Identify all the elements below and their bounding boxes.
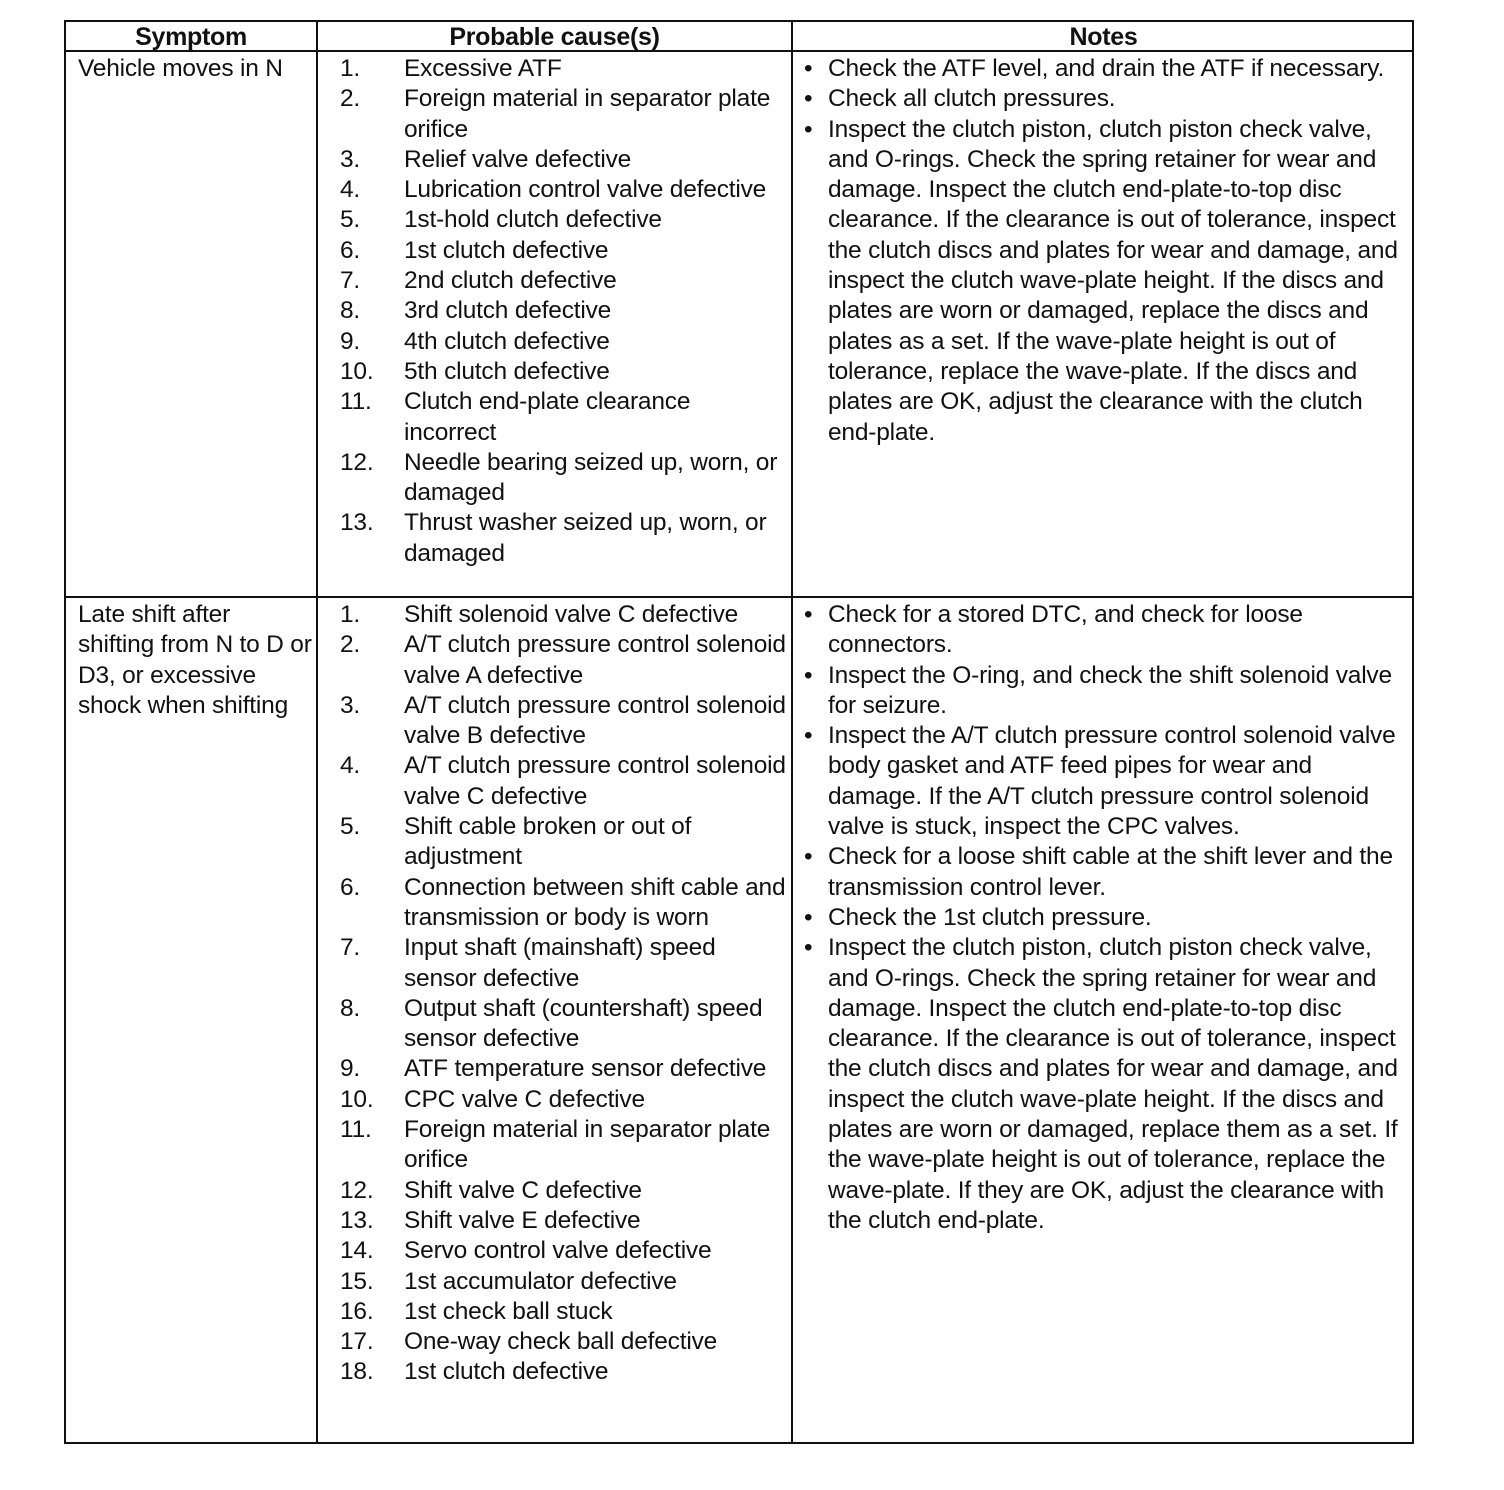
cause-number: 8. bbox=[340, 994, 361, 1022]
cause-text: 4th clutch defective bbox=[404, 327, 610, 355]
cause-item bbox=[318, 296, 788, 326]
cause-item bbox=[318, 508, 788, 569]
cause-item bbox=[318, 751, 788, 812]
bullet-icon: • bbox=[804, 115, 813, 143]
cause-item bbox=[318, 1176, 788, 1206]
cause-item bbox=[318, 1267, 788, 1297]
cause-number: 6. bbox=[340, 236, 361, 264]
header-symptom: Symptom bbox=[135, 23, 247, 51]
cause-text: Shift valve E defective bbox=[404, 1206, 641, 1234]
cause-text: 3rd clutch defective bbox=[404, 297, 612, 325]
cause-item bbox=[318, 630, 788, 691]
cause-item bbox=[318, 54, 788, 84]
cause-number: 7. bbox=[340, 934, 361, 962]
cause-item bbox=[318, 84, 788, 145]
cause-text: A/T clutch pressure control solenoid valve B defective bbox=[404, 691, 786, 750]
cause-number: 4. bbox=[340, 176, 361, 204]
note-text: Inspect the clutch piston, clutch piston check valve, and O-rings. Check the spring retainer for wear and damage. Inspect the clutch end-plate-to-top disc clearance. If the clearance is out of tolerance, inspect the clutch discs and plates for wear and damage, and inspect the clutch wave-plate height. If the discs and plates are worn or damaged, replace the discs and plates as a set. If the wave-plate height is out of tolerance, replace the wave-plate. If the discs and plates are OK, adjust the clearance with the clutch end-plate. bbox=[828, 115, 1398, 446]
cause-number: 12. bbox=[340, 1176, 374, 1204]
cause-number: 12. bbox=[340, 448, 374, 476]
notes-list bbox=[804, 600, 1412, 1236]
cause-item bbox=[318, 175, 788, 205]
cause-number: 18. bbox=[340, 1358, 374, 1386]
cause-number: 9. bbox=[340, 1055, 361, 1083]
symptom-cell: Vehicle moves in N bbox=[78, 55, 283, 82]
cause-item bbox=[318, 873, 788, 934]
cause-number: 17. bbox=[340, 1328, 374, 1356]
bullet-icon: • bbox=[804, 843, 813, 871]
note-text: Check for a loose shift cable at the shift lever and the transmission control lever. bbox=[828, 843, 1393, 901]
cause-text: Thrust washer seized up, worn, or damaged bbox=[404, 509, 767, 567]
cause-item bbox=[318, 1327, 788, 1357]
cause-number: 9. bbox=[340, 327, 361, 355]
cause-text: Foreign material in separator plate orifice bbox=[404, 1116, 771, 1174]
symptom-cell: Late shift after shifting from N to D or D3, or excessive shock when shifting bbox=[78, 601, 312, 719]
note-item bbox=[804, 54, 1412, 84]
cause-item bbox=[318, 387, 788, 448]
cause-text: Foreign material in separator plate orifice bbox=[404, 85, 771, 143]
cause-number: 8. bbox=[340, 297, 361, 325]
cause-text: Needle bearing seized up, worn, or damaged bbox=[404, 448, 778, 507]
cause-text: 1st clutch defective bbox=[404, 1358, 609, 1386]
cause-text: 1st-hold clutch defective bbox=[404, 206, 662, 234]
cause-text: 5th clutch defective bbox=[404, 357, 610, 385]
cause-text: A/T clutch pressure control solenoid valve A defective bbox=[404, 631, 786, 689]
cause-text: Relief valve defective bbox=[404, 145, 632, 173]
cause-text: 1st accumulator defective bbox=[404, 1267, 677, 1295]
cause-item bbox=[318, 600, 788, 630]
bullet-icon: • bbox=[804, 85, 813, 113]
cause-text: 1st check ball stuck bbox=[404, 1297, 613, 1325]
note-text: Inspect the clutch piston, clutch piston check valve, and O-rings. Check the spring retainer for wear and damage. Inspect the clutch end-plate-to-top disc clearance. If the clearance is out of tolerance, inspect the clutch discs and plates for wear and damage, and inspect the clutch wave-plate height. If the discs and plates are worn or damaged, replace them as a set. If the wave-plate height is out of tolerance, replace the wave-plate. If they are OK, adjust the clearance with the clutch end-plate. bbox=[828, 934, 1398, 1234]
cause-item bbox=[318, 1115, 788, 1176]
bullet-icon: • bbox=[804, 55, 813, 82]
cause-text: 1st clutch defective bbox=[404, 236, 609, 264]
cause-number: 6. bbox=[340, 873, 361, 901]
cause-number: 3. bbox=[340, 145, 361, 173]
header-probable-causes: Probable cause(s) bbox=[449, 23, 660, 51]
bullet-icon: • bbox=[804, 601, 813, 628]
cause-number: 3. bbox=[340, 691, 361, 719]
cause-item bbox=[318, 357, 788, 387]
cause-number: 15. bbox=[340, 1267, 374, 1295]
cause-item bbox=[318, 812, 788, 873]
cause-item bbox=[318, 1085, 788, 1115]
note-text: Check for a stored DTC, and check for loose connectors. bbox=[828, 601, 1303, 659]
cause-item bbox=[318, 448, 788, 509]
cause-item bbox=[318, 266, 788, 296]
cause-text: One-way check ball defective bbox=[404, 1328, 718, 1356]
cause-text: Shift cable broken or out of adjustment bbox=[404, 813, 692, 871]
note-text: Inspect the A/T clutch pressure control solenoid valve body gasket and ATF feed pipes for wear and damage. If the A/T clutch pressure control solenoid valve is stuck, inspect the CPC valves. bbox=[828, 722, 1396, 841]
note-text: Check all clutch pressures. bbox=[828, 85, 1116, 113]
cause-item bbox=[318, 236, 788, 266]
cause-text: Shift solenoid valve C defective bbox=[404, 601, 739, 628]
cause-item bbox=[318, 1206, 788, 1236]
note-text: Check the 1st clutch pressure. bbox=[828, 903, 1152, 931]
cause-number: 10. bbox=[340, 357, 374, 385]
cause-number: 7. bbox=[340, 267, 361, 295]
troubleshooting-table bbox=[64, 20, 1414, 1444]
cause-text: Clutch end-plate clearance incorrect bbox=[404, 388, 691, 446]
cause-number: 13. bbox=[340, 509, 374, 537]
cause-number: 1. bbox=[340, 601, 361, 628]
causes-list bbox=[318, 54, 788, 569]
bullet-icon: • bbox=[804, 661, 813, 689]
cause-number: 2. bbox=[340, 85, 361, 113]
cause-number: 14. bbox=[340, 1237, 374, 1265]
note-text: Check the ATF level, and drain the ATF if necessary. bbox=[828, 55, 1385, 82]
row-divider bbox=[66, 596, 1412, 598]
cause-number: 5. bbox=[340, 813, 361, 841]
cause-item bbox=[318, 1357, 788, 1387]
cause-item bbox=[318, 1236, 788, 1266]
cause-item bbox=[318, 994, 788, 1055]
cause-item bbox=[318, 145, 788, 175]
column-divider bbox=[791, 22, 793, 1442]
cause-text: Lubrication control valve defective bbox=[404, 176, 767, 204]
cause-text: Shift valve C defective bbox=[404, 1176, 642, 1204]
notes-list bbox=[804, 54, 1412, 448]
cause-number: 11. bbox=[340, 1116, 372, 1144]
note-item bbox=[804, 84, 1412, 114]
header-notes: Notes bbox=[1069, 23, 1138, 51]
cause-item bbox=[318, 1054, 788, 1084]
cause-item bbox=[318, 933, 788, 994]
cause-item bbox=[318, 691, 788, 752]
note-item bbox=[804, 903, 1412, 933]
cause-text: Servo control valve defective bbox=[404, 1237, 712, 1265]
cause-number: 2. bbox=[340, 631, 361, 659]
note-item bbox=[804, 661, 1412, 722]
cause-item bbox=[318, 327, 788, 357]
cause-item bbox=[318, 205, 788, 235]
note-item bbox=[804, 933, 1412, 1236]
cause-text: Connection between shift cable and transmission or body is worn bbox=[404, 873, 786, 931]
cause-number: 5. bbox=[340, 206, 361, 234]
cause-item bbox=[318, 1297, 788, 1327]
cause-number: 16. bbox=[340, 1297, 374, 1325]
cause-text: ATF temperature sensor defective bbox=[404, 1055, 767, 1083]
cause-number: 1. bbox=[340, 55, 361, 82]
cause-text: Excessive ATF bbox=[404, 55, 562, 82]
bullet-icon: • bbox=[804, 934, 813, 962]
cause-number: 13. bbox=[340, 1206, 374, 1234]
cause-text: Output shaft (countershaft) speed sensor defective bbox=[404, 994, 763, 1053]
note-item bbox=[804, 115, 1412, 448]
cause-text: CPC valve C defective bbox=[404, 1085, 645, 1113]
note-item bbox=[804, 600, 1412, 661]
bullet-icon: • bbox=[804, 722, 813, 750]
cause-text: Input shaft (mainshaft) speed sensor defective bbox=[404, 934, 716, 992]
note-item bbox=[804, 842, 1412, 903]
cause-number: 11. bbox=[340, 388, 372, 416]
header-divider bbox=[66, 50, 1412, 52]
bullet-icon: • bbox=[804, 903, 813, 931]
cause-number: 10. bbox=[340, 1085, 374, 1113]
causes-list bbox=[318, 600, 788, 1388]
cause-number: 4. bbox=[340, 752, 361, 780]
note-text: Inspect the O-ring, and check the shift solenoid valve for seizure. bbox=[828, 661, 1392, 719]
note-item bbox=[804, 721, 1412, 842]
cause-text: 2nd clutch defective bbox=[404, 267, 617, 295]
cause-text: A/T clutch pressure control solenoid valve C defective bbox=[404, 752, 786, 810]
